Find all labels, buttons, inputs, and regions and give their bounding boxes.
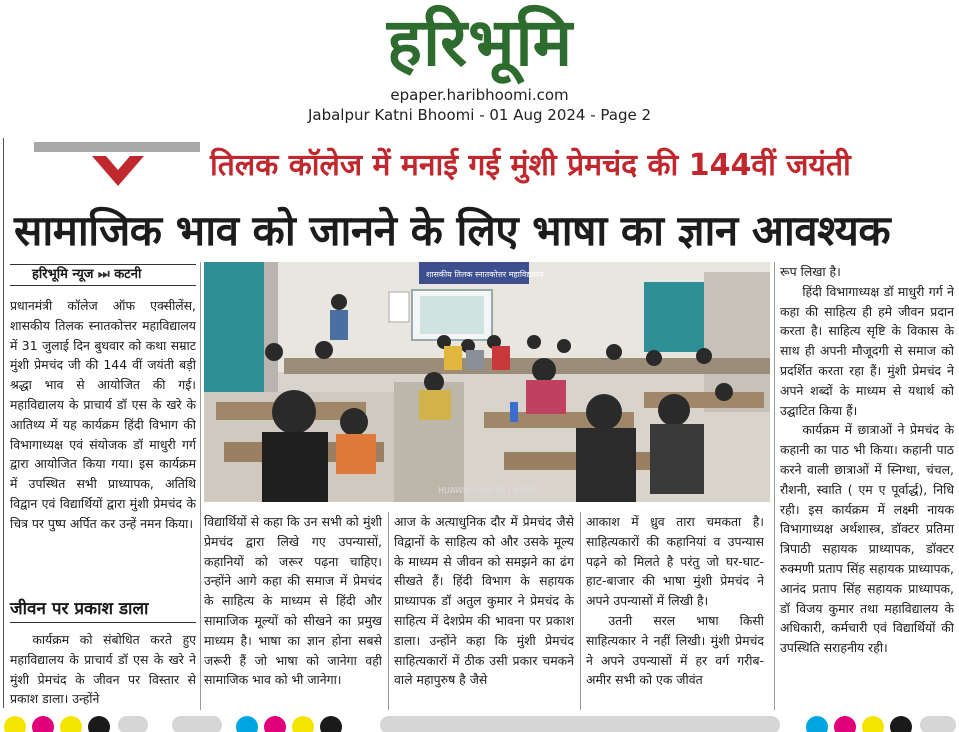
registration-yellow-dot — [60, 716, 82, 732]
registration-grey-bar — [380, 716, 780, 732]
registration-magenta-dot — [834, 716, 856, 732]
article-column-1b — [10, 630, 196, 710]
registration-grey-bar — [172, 716, 222, 732]
registration-yellow-dot — [862, 716, 884, 732]
article-paragraph: आज के अत्याधुनिक दौर में प्रेमचंद जैसे विद्वानों के साहित्य को और उसके मूल्य के माध्यम से जीवन को समझने का ढंग सीखते हैं। हिंदी विभाग के सहायक प्राध्यापक डॉ अतुल कुमार ने प्रेमचंद के साहित्य में देशप्रेम की भावना पर प्रकाश डाला। उन्होंने कहा कि मुंशी प्रेमचंद साहित्यकारों में ठीक उसी प्रकार चमकने वाले महापुरुष है जैसे — [394, 514, 574, 688]
article-subhead: जीवन पर प्रकाश डाला — [10, 597, 196, 623]
article-paragraph: कार्यक्रम को संबोधित करते हुए महाविद्यालय के प्राचार्य डॉ एस के खरे ने मुंशी प्रेमचंद के जीवन पर विस्तार से प्रकाश डाला। उन्होंने — [10, 632, 196, 707]
registration-cyan-dot — [236, 716, 258, 732]
article-paragraph: हिंदी विभागाध्यक्ष डॉ माधुरी गर्ग ने कहा की साहित्य ही हमे जीवन प्रदान करता है। साहित्य सृष्टि के विकास के साथ ही अपनी मौजूदगी से समाज को प्रदर्शित करता रहा हैं। मुंशी प्रेमचंद ने अपने शब्दों के माध्यम से यथार्थ को उद्घाटित किया हैं। — [780, 283, 954, 418]
page-left-rule — [3, 138, 4, 708]
registration-yellow-dot — [4, 716, 26, 732]
article-column-2 — [204, 512, 382, 710]
fast-forward-icon: ⏭ — [97, 267, 110, 282]
registration-black-dot — [320, 716, 342, 732]
article-paragraph: प्रधानमंत्री कॉलेज ऑफ एक्सीलेंस, शासकीय तिलक स्नातकोत्तर महाविद्यालय में 31 जुलाई दिन बुधवार को कथा सम्राट मुंशी प्रेमचंद जी की 144 वीं जयंती बड़ी श्रद्धा भाव से आयोजित की गई। महाविद्यालय के प्राचार्य डॉ एस के खरे के आतिथ्य में यह कार्यक्रम हिंदी विभाग की विभागाध्यक्ष एवं संयोजक डॉ माधुरी गर्ग द्वारा आयोजित किया गया। इस कार्यक्रम में उपस्थित सभी प्राध्यापक, अतिथि विद्वान एवं विद्यार्थियों द्वारा मुंशी प्रेमचंद के चित्र पर पुष्प अर्पित कर उन्हें नमन किया। — [10, 298, 196, 531]
article-paragraph: विद्यार्थियों से कहा कि उन सभी को मुंशी प्रेमचंद द्वारा लिखे गए उपन्यासों, कहानियों को जरूर पढ़ना चाहिए। उन्होंने आगे कहा की समाज में प्रेमचंद के साहित्य के माध्यम से हिंदी और सामाजिक मूल्यों को सीखने का प्रमुख माध्यम है। भाषा का ज्ञान होना सबसे जरूरी हैं जो भाषा को जानेगा वही सामाजिक भाव को भी जानेगा। — [204, 514, 382, 688]
column-divider — [774, 262, 775, 710]
article-paragraph: आकाश में ध्रुव तारा चमकता है। साहित्यकारों की कहानियां व उपन्यास पढ़ने को मिलते है परंतु जो घर-घाट-हाट-बाजार की भाषा मुंशी प्रेमचंद ने अपने उपन्यासों में लिखी है। — [586, 514, 764, 609]
byline — [10, 264, 196, 286]
registration-magenta-dot — [32, 716, 54, 732]
article-column-1 — [10, 296, 196, 594]
column-divider — [388, 512, 389, 710]
article-column-5 — [780, 262, 954, 710]
article-paragraph: कार्यक्रम में छात्राओं ने प्रेमचंद के कहानी का पाठ भी किया। कहानी पाठ करने वाली छात्राओं में स्निग्धा, चंचल, रौशनी, स्वाति ( एम ए पूर्वार्द्ध), निधि रही। इस कार्यक्रम में लक्ष्मी नायक विभागाध्यक्ष अर्थशास्त्र, डॉक्टर प्रतिमा त्रिपाठी सहायक प्राध्यापक, डॉक्टर रुक्मणी प्रताप सिंह सहायक प्राध्यापक, आनंद प्रताप सिंह सहायक प्राध्यापक, डॉ विजय कुमार तथा महाविद्यालय के अधिकारी, कर्मचारी एवं विद्यार्थियों की उपस्थिति सराहनीय रही। — [780, 422, 954, 656]
article-paragraph: रूप लिखा है। — [780, 264, 841, 279]
photo-credit: HUAWEI P Pro 50 | BBMP — [438, 486, 537, 495]
registration-black-dot — [890, 716, 912, 732]
registration-black-dot — [88, 716, 110, 732]
article-paragraph: उतनी सरल भाषा किसी साहित्यकार ने नहीं लिखी। मुंशी प्रेमचंद ने अपने उपन्यासों में हर वर्ग गरीब-अमीर सभी को एक जीवंत — [586, 612, 764, 688]
registration-magenta-dot — [264, 716, 286, 732]
classroom-scene — [204, 262, 770, 502]
registration-cyan-dot — [806, 716, 828, 732]
edition-line: Jabalpur Katni Bhoomi - 01 Aug 2024 - Page 2 — [307, 106, 652, 124]
column-divider — [200, 262, 201, 710]
chevron-down-icon — [92, 156, 144, 186]
article-column-3 — [394, 512, 574, 710]
registration-yellow-dot — [292, 716, 314, 732]
column-divider — [580, 512, 581, 710]
haribhoomi-logo: हरिभूमि — [386, 4, 574, 81]
event-photo — [204, 262, 770, 502]
site-url[interactable]: epaper.haribhoomi.com — [390, 86, 569, 104]
article-column-4 — [586, 512, 764, 710]
article-headline: सामाजिक भाव को जानने के लिए भाषा का ज्ञान आवश्यक — [14, 206, 891, 255]
photo-banner-text: शासकीय तिलक स्नातकोत्तर महाविद्यालय — [426, 270, 544, 279]
article-kicker: तिलक कॉलेज में मनाई गई मुंशी प्रेमचंद की 144वीं जयंती — [210, 148, 851, 183]
byline-source: हरिभूमि न्यूज — [32, 267, 94, 282]
byline-place: कटनी — [114, 267, 142, 282]
registration-grey-bar — [920, 716, 956, 732]
section-grey-bar — [34, 142, 200, 152]
registration-grey-bar — [118, 716, 148, 732]
masthead — [0, 0, 959, 130]
